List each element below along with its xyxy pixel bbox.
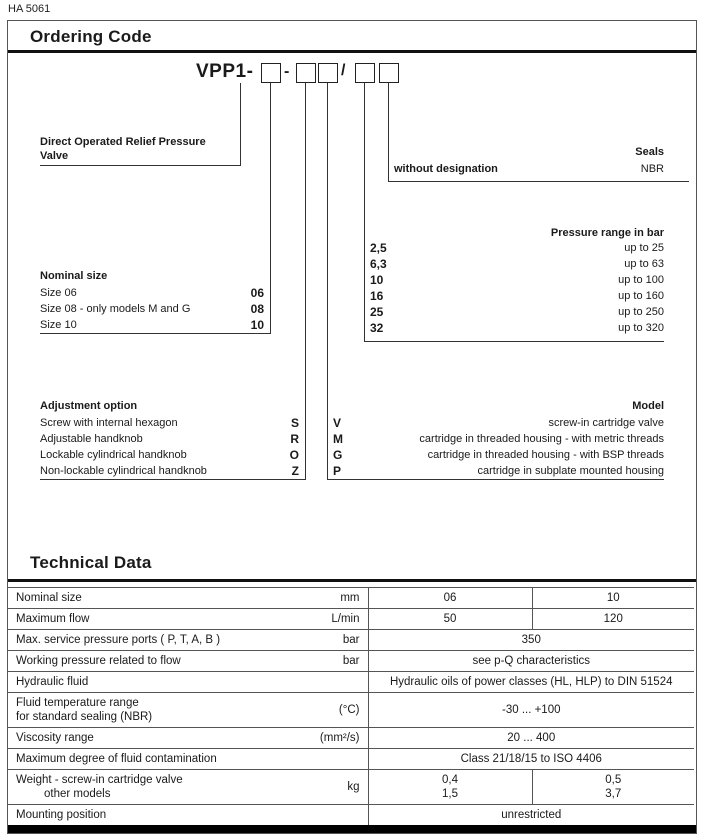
pressure-heading: Pressure range in bar [550, 227, 664, 239]
pressure-label: up to 100 [618, 274, 664, 286]
td-unit: mm [304, 588, 368, 609]
code-box-2 [296, 63, 316, 83]
underline-pressure [364, 341, 664, 342]
pressure-row [370, 242, 664, 255]
model-label: screw-in cartridge valve [548, 417, 664, 429]
td-label-line1: Fluid temperature range [16, 697, 139, 709]
td-value: see p-Q characteristics [368, 651, 694, 672]
table-row [8, 630, 694, 651]
nominal-row [40, 303, 264, 316]
connector-nominal [270, 83, 271, 333]
title-rule [8, 50, 696, 53]
adjustment-label: Screw with internal hexagon [40, 417, 178, 429]
adjustment-heading: Adjustment option [40, 400, 138, 412]
underline-product [40, 165, 241, 166]
td-value: 06 [368, 588, 532, 609]
adjustment-row [40, 417, 299, 430]
title-rule [8, 579, 696, 582]
td-label: Working pressure related to flow [8, 651, 304, 672]
code-box-3 [318, 63, 338, 83]
adjustment-code: O [289, 448, 299, 462]
td-label: Hydraulic fluid [8, 672, 304, 693]
table-row [8, 770, 694, 805]
code-box-4 [355, 63, 375, 83]
model-row [333, 417, 664, 430]
code-box-5 [379, 63, 399, 83]
seals-heading: Seals [635, 146, 664, 158]
pressure-code: 10 [370, 273, 384, 287]
model-row [333, 465, 664, 478]
pressure-code: 32 [370, 321, 384, 335]
pressure-label: up to 250 [618, 306, 664, 318]
td-unit: bar [304, 651, 368, 672]
td-label-line2: for standard sealing (NBR) [16, 711, 153, 723]
underline-seals [388, 181, 689, 182]
td-label [8, 770, 304, 805]
td-value-line1: 0,4 [442, 774, 458, 786]
connector-product [240, 83, 241, 165]
underline-adjustment [40, 479, 306, 480]
nominal-label: Size 10 [40, 319, 77, 331]
underline-model [327, 479, 664, 480]
seals-row [394, 163, 664, 176]
adjustment-row [40, 433, 299, 446]
adjustment-row [40, 465, 299, 478]
td-label: Max. service pressure ports ( P, T, A, B ) [8, 630, 304, 651]
technical-data-table [8, 587, 694, 826]
adjustment-code: Z [291, 464, 299, 478]
underline-nominal [40, 333, 271, 334]
table-row [8, 672, 694, 693]
pressure-row [370, 290, 664, 303]
code-box-1 [261, 63, 281, 83]
nominal-code: 06 [250, 286, 264, 300]
td-unit [304, 749, 368, 770]
product-label-line2: Valve [40, 150, 69, 162]
connector-adjustment [305, 83, 306, 479]
adjustment-code: S [290, 416, 299, 430]
model-code: P [333, 464, 342, 478]
td-label: Maximum degree of fluid contamination [8, 749, 304, 770]
td-label: Mounting position [8, 805, 304, 826]
td-value: Hydraulic oils of power classes (HL, HLP) to DIN 51524 [368, 672, 694, 693]
nominal-label: Size 06 [40, 287, 77, 299]
connector-model [327, 83, 328, 479]
table-row [8, 651, 694, 672]
model-row [333, 433, 664, 446]
table-row [8, 588, 694, 609]
model-code: V [333, 416, 342, 430]
table-row [8, 728, 694, 749]
pressure-row [370, 274, 664, 287]
pressure-code: 6,3 [370, 257, 387, 271]
adjustment-code: R [290, 432, 299, 446]
td-unit [304, 805, 368, 826]
td-value: -30 ... +100 [368, 693, 694, 728]
td-value: unrestricted [368, 805, 694, 826]
nominal-label: Size 08 - only models M and G [40, 303, 191, 315]
connector-seals [388, 83, 389, 181]
table-row [8, 609, 694, 630]
td-value: 20 ... 400 [368, 728, 694, 749]
td-label-line1: Weight - screw-in cartridge valve [16, 774, 183, 786]
td-value [368, 770, 532, 805]
nominal-heading: Nominal size [40, 270, 108, 282]
code-prefix: VPP1- [196, 61, 254, 82]
adjustment-row [40, 449, 299, 462]
td-label: Viscosity range [8, 728, 304, 749]
model-code: M [333, 432, 343, 446]
td-label-line2: other models [44, 788, 111, 800]
doc-code: HA 5061 [8, 3, 51, 15]
adjustment-label: Lockable cylindrical handknob [40, 449, 187, 461]
pressure-row [370, 306, 664, 319]
content-frame [7, 20, 697, 834]
pressure-label: up to 25 [624, 242, 664, 254]
product-label [40, 135, 240, 163]
nominal-row [40, 287, 264, 300]
model-code: G [333, 448, 343, 462]
td-label: Nominal size [8, 588, 304, 609]
td-unit [304, 672, 368, 693]
product-label-line1: Direct Operated Relief Pressure [40, 136, 206, 148]
code-dash: - [284, 63, 290, 80]
pressure-label: up to 160 [618, 290, 664, 302]
td-value: 10 [532, 588, 694, 609]
adjustment-label: Adjustable handknob [40, 433, 143, 445]
technical-data-title: Technical Data [30, 553, 152, 572]
table-row [8, 749, 694, 770]
td-value: 50 [368, 609, 532, 630]
td-label [8, 693, 304, 728]
pressure-code: 2,5 [370, 241, 387, 255]
nominal-code: 10 [250, 318, 264, 332]
td-value: 120 [532, 609, 694, 630]
model-row [333, 449, 664, 462]
pressure-code: 25 [370, 305, 384, 319]
seals-value: NBR [640, 163, 664, 175]
td-unit: (°C) [304, 693, 368, 728]
td-value-line2: 3,7 [605, 788, 622, 800]
table-row [8, 693, 694, 728]
td-unit: (mm²/s) [304, 728, 368, 749]
pressure-row [370, 322, 664, 335]
table-row [8, 805, 694, 826]
model-label: cartridge in threaded housing - with BSP threads [427, 449, 664, 461]
td-value-line2: 1,5 [442, 788, 458, 800]
nominal-code: 08 [250, 302, 264, 316]
pressure-row [370, 258, 664, 271]
seals-label: without designation [394, 163, 498, 175]
td-value: Class 21/18/15 to ISO 4406 [368, 749, 694, 770]
td-label: Maximum flow [8, 609, 304, 630]
pressure-label: up to 63 [624, 258, 664, 270]
adjustment-label: Non-lockable cylindrical handknob [40, 465, 207, 477]
pressure-label: up to 320 [618, 322, 664, 334]
td-unit: L/min [304, 609, 368, 630]
td-unit: kg [304, 770, 368, 805]
bottom-bar [8, 825, 696, 833]
connector-pressure [364, 83, 365, 341]
ordering-code-title: Ordering Code [30, 27, 152, 46]
model-label: cartridge in subplate mounted housing [477, 465, 664, 477]
td-unit: bar [304, 630, 368, 651]
model-heading: Model [632, 400, 664, 412]
model-label: cartridge in threaded housing - with metric threads [419, 433, 664, 445]
code-slash: / [341, 62, 346, 79]
td-value [532, 770, 694, 805]
td-value-line1: 0,5 [605, 774, 622, 786]
pressure-code: 16 [370, 289, 384, 303]
nominal-row [40, 319, 264, 332]
td-value: 350 [368, 630, 694, 651]
